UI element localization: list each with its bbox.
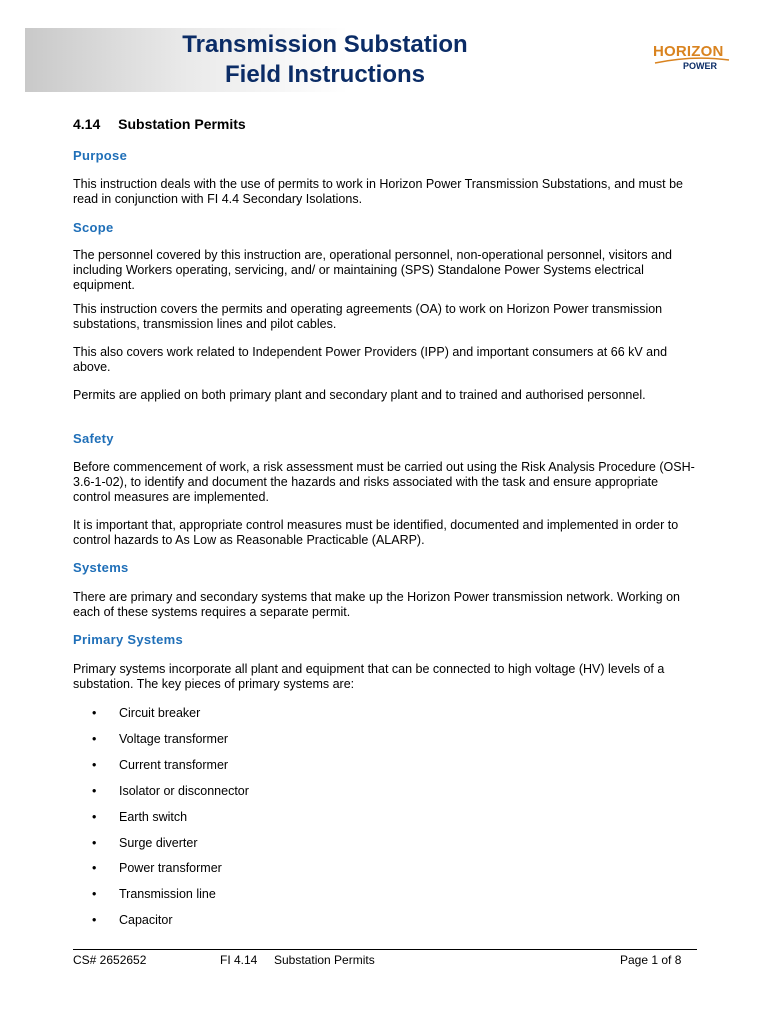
footer-fi-number: FI 4.14 [220,953,258,967]
scope-heading: Scope [73,220,114,235]
bullet-icon: • [92,861,97,875]
bullet-icon: • [92,706,97,720]
logo-text-horizon: HORIZON [653,43,724,60]
primary-systems-heading: Primary Systems [73,632,184,647]
footer-doc-title: Substation Permits [274,953,375,967]
bullet-icon: • [92,758,97,772]
systems-heading: Systems [73,560,129,575]
bullet-icon: • [92,810,97,824]
title-line-2: Field Instructions [224,61,425,88]
footer-divider [73,949,697,950]
bullet-icon: • [92,836,97,850]
title-line-1: Transmission Substation [182,31,468,58]
footer-page-number: Page 1 of 8 [620,953,682,967]
footer-doc-id: CS# 2652652 [73,953,147,967]
horizon-power-logo [653,43,733,77]
safety-paragraph: Before commencement of work, a risk assessment must be carried out using the Risk Analysis Procedure (OSH-3.6-1-02), to identify and document the hazards and risks associated with the task and ensure appropriate control measures are implemented. [73,460,695,504]
safety-heading: Safety [73,431,114,446]
section-heading: 4.14 Substation Permits [73,116,246,132]
primary-systems-text: Primary systems incorporate all plant and equipment that can be connected to high voltage (HV) levels of a substation. The key pieces of primary systems are: [73,662,665,691]
bullet-icon: • [92,732,97,746]
purpose-text: This instruction deals with the use of permits to work in Horizon Power Transmission Substations, and must be read in conjunction with FI 4.4 Secondary Isolations. [73,177,683,206]
bullet-icon: • [92,887,97,901]
scope-paragraph: Permits are applied on both primary plant and secondary plant and to trained and authorised personnel. [73,388,646,402]
systems-text: There are primary and secondary systems that make up the Horizon Power transmission network. Working on each of these systems requires a separate permit. [73,590,680,619]
document-title [25,28,625,90]
page-header [25,28,743,92]
purpose-heading: Purpose [73,148,128,163]
bullet-icon: • [92,784,97,798]
scope-paragraph: The personnel covered by this instruction are, operational personnel, non-operational personnel, visitors and including Workers operating, servicing, and/ or maintaining (SPS) Standalone Power Systems electrical equipment. [73,248,672,292]
scope-paragraph: This instruction covers the permits and operating agreements (OA) to work on Horizon Power transmission substations, transmission lines and pilot cables. [73,302,663,331]
bullet-icon: • [92,913,97,927]
safety-paragraph: It is important that, appropriate control measures must be identified, documented and implemented in order to control hazards to As Low as Reasonable Practicable (ALARP). [73,518,679,547]
scope-paragraph: This also covers work related to Independent Power Providers (IPP) and important consumers at 66 kV and above. [73,345,668,374]
logo-text-power: POWER [683,61,718,71]
